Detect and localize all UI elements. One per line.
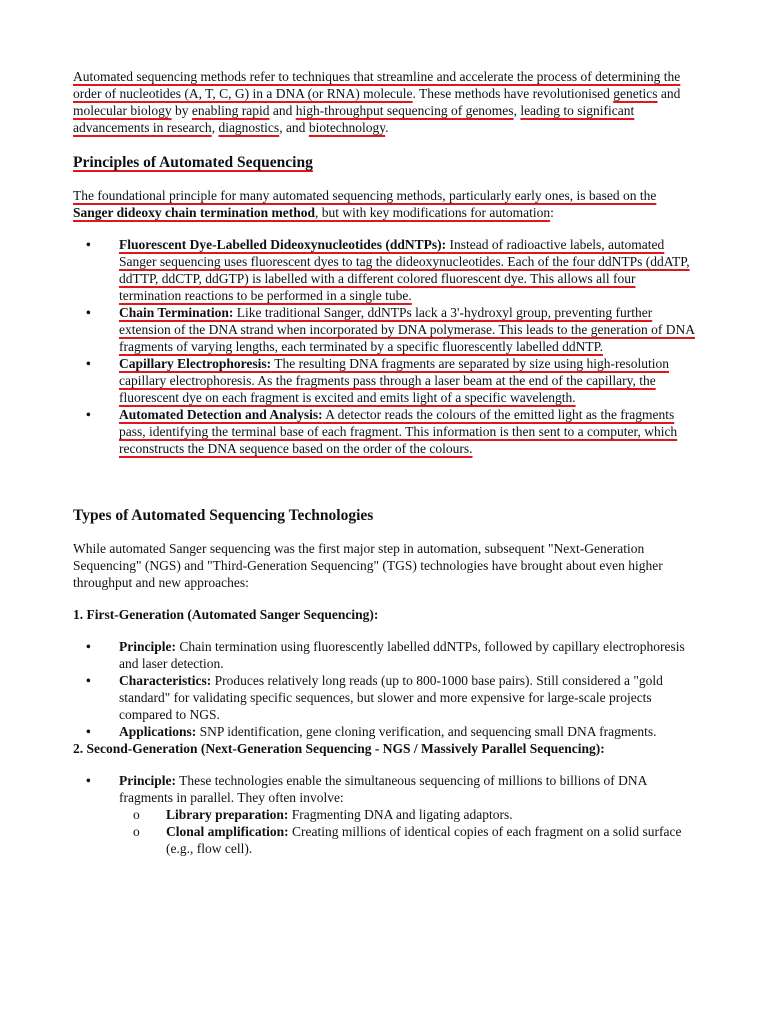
list-item [73, 772, 698, 857]
second-gen-sublist [119, 806, 698, 857]
list-item-label: Automated Detection and Analysis: [119, 407, 323, 422]
list-item [73, 406, 698, 457]
intro-text-15: biotechnology [308, 120, 386, 135]
list-item-body: Like traditional Sanger, ddNTPs lack a 3'-hydroxyl group, preventing further extension of the DNA strand when incorporated by DNA polymerase. This leads to the generation of DNA fragments of varying lengths, each terminated by a specific fluorescently labelled ddNTP. [119, 305, 695, 354]
list-item-text [119, 356, 669, 405]
sublist-item [119, 806, 698, 823]
intro-text-11: leading to significant advancements in research [73, 103, 635, 135]
list-item-label: Chain Termination: [119, 305, 234, 320]
list-item-body: SNP identification, gene cloning verification, and sequencing small DNA fragments. [196, 724, 657, 739]
list-item [73, 355, 698, 406]
intro-text-1: Automated sequencing methods refer to techniques that streamline and accelerate the process of determining the order of nucleotides (A, T, C, G) in a DNA (or RNA) molecule [73, 69, 681, 101]
list-item-text [119, 237, 690, 303]
intro-text-10: , [513, 103, 521, 118]
types-heading: Types of Automated Sequencing Technologies [73, 507, 374, 524]
list-item-text [119, 305, 695, 354]
intro-text-9: high-throughput sequencing of genomes [295, 103, 514, 118]
intro-text-2: . These methods have revolutionised [412, 86, 614, 101]
list-item [73, 236, 698, 304]
list-item [73, 304, 698, 355]
principles-lead-text-1: The foundational principle for many automated sequencing methods, particularly early ones, is based on the [73, 188, 657, 203]
principles-lead-text-2: , but with key modifications for automation [315, 205, 551, 220]
first-gen-heading: 1. First-Generation (Automated Sanger Sequencing): [73, 607, 379, 622]
intro-text-8: and [269, 103, 296, 118]
intro-text-6: by [171, 103, 192, 118]
principles-lead [73, 187, 698, 221]
intro-paragraph [73, 68, 698, 136]
second-gen-heading: 2. Second-Generation (Next-Generation Sequencing - NGS / Massively Parallel Sequencing): [73, 741, 605, 756]
list-item-label: Principle: [119, 639, 176, 654]
intro-text-3: genetics [613, 86, 658, 101]
intro-text-4: and [657, 86, 681, 101]
document-page [73, 68, 698, 857]
intro-text-14: , and [279, 120, 309, 135]
sublist-item-body: Creating millions of identical copies of each fragment on a solid surface (e.g., flow cell). [166, 824, 682, 856]
list-item-body: These technologies enable the simultaneous sequencing of millions to billions of DNA fragments in parallel. They often involve: [119, 773, 647, 805]
principles-heading [73, 153, 698, 172]
sublist-item [119, 823, 698, 857]
intro-text-13: diagnostics [218, 120, 280, 135]
principles-lead-end: : [550, 205, 554, 220]
principles-list [73, 236, 698, 457]
list-item-label: Characteristics: [119, 673, 212, 688]
sublist-item-body: Fragmenting DNA and ligating adaptors. [288, 807, 513, 822]
list-item-body: Instead of radioactive labels, automated Sanger sequencing uses fluorescent dyes to tag the dideoxynucleotides. Each of the four ddNTPs (ddATP, ddTTP, ddCTP, ddGTP) is labelled with a different colored fluorescent dye. This allows all four termination reactions to be performed in a single tube. [119, 237, 690, 303]
list-item [73, 638, 698, 672]
list-item-body: A detector reads the colours of the emitted light as the fragments pass, identifying the terminal base of each fragment. This information is then sent to a computer, which reconstructs the DNA sequence based on the order of the colours. [119, 407, 678, 456]
sublist-item-label: Clonal amplification: [166, 824, 289, 839]
list-item-label: Principle: [119, 773, 176, 788]
principles-lead-bold: Sanger dideoxy chain termination method [73, 205, 316, 220]
list-item [73, 723, 698, 740]
list-item-label: Capillary Electrophoresis: [119, 356, 272, 371]
list-item [73, 672, 698, 723]
intro-text-7: enabling rapid [191, 103, 270, 118]
list-item-body: The resulting DNA fragments are separated by size using high-resolution capillary electrophoresis. As the fragments pass through a laser beam at the end of the capillary, the fluorescent dye on each fragment is excited and emits light of a specific wavelength. [119, 356, 670, 405]
principles-heading-text: Principles of Automated Sequencing [73, 154, 313, 171]
list-item-body: Chain termination using fluorescently labelled ddNTPs, followed by capillary electrophoresis and laser detection. [119, 639, 685, 671]
intro-text-16: . [385, 120, 389, 135]
intro-text-5: molecular biology [73, 103, 172, 118]
intro-text-12: , [211, 120, 219, 135]
list-item-label: Fluorescent Dye-Labelled Dideoxynucleotides (ddNTPs): [119, 237, 447, 252]
first-gen-list [73, 638, 698, 740]
list-item-body: Produces relatively long reads (up to 800-1000 base pairs). Still considered a "gold standard" for validating specific sequences, but slower and more expensive for large-scale projects compared to NGS. [119, 673, 663, 722]
list-item-label: Applications: [119, 724, 197, 739]
sublist-item-label: Library preparation: [166, 807, 289, 822]
list-item-text [119, 407, 677, 456]
second-gen-list [73, 772, 698, 857]
types-lead: While automated Sanger sequencing was the first major step in automation, subsequent "Next-Generation Sequencing" (NGS) and "Third-Generation Sequencing" (TGS) technologies have brought about even higher throughput and new approaches: [73, 541, 663, 590]
